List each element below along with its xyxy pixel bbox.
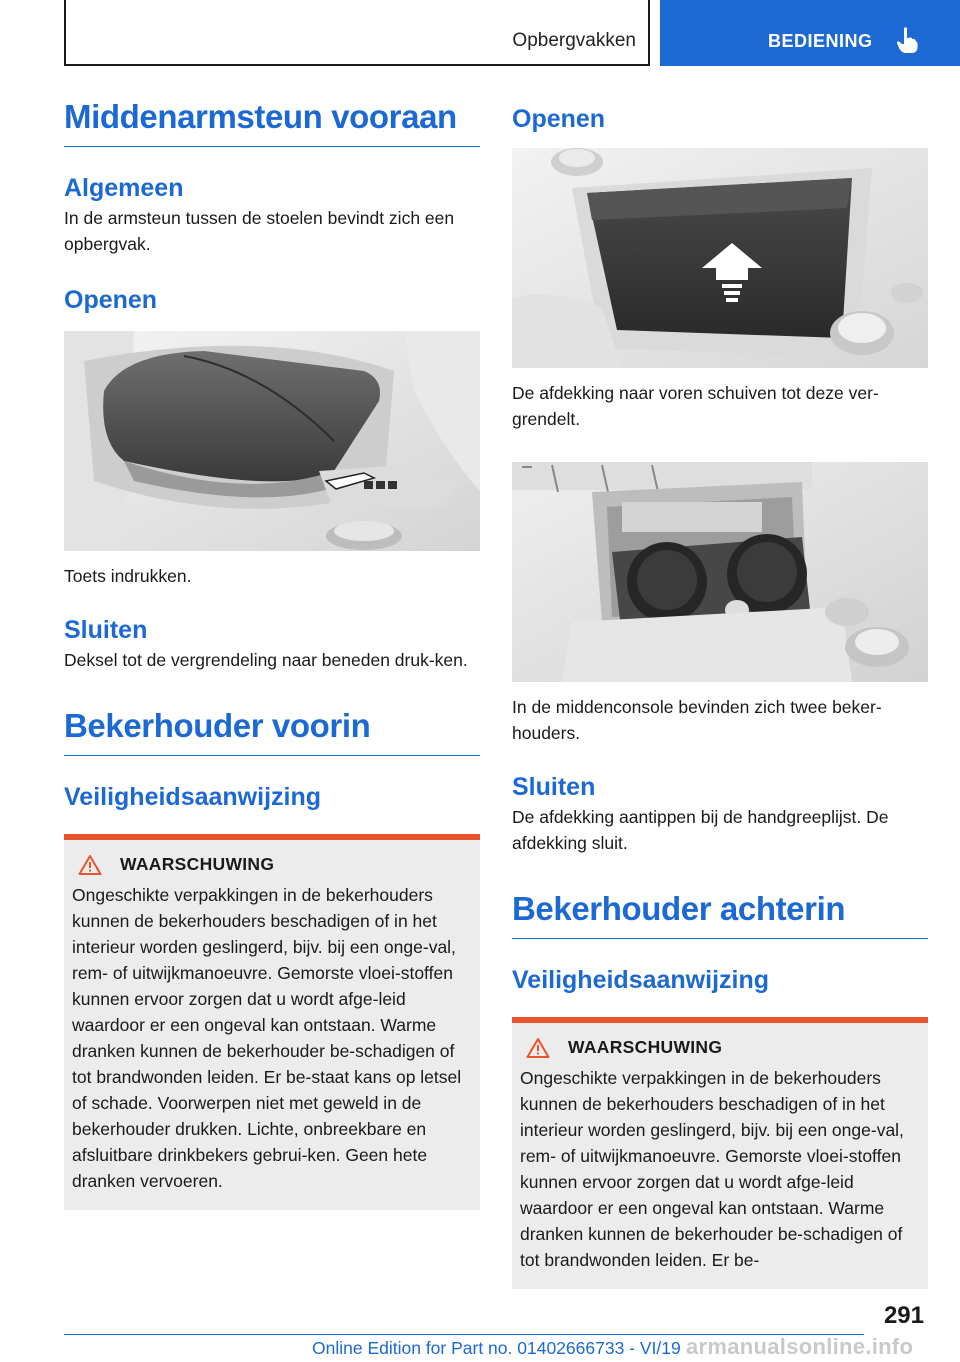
heading-safety-rear: Veiligheidsaanwijzing <box>512 965 770 994</box>
heading-open-cupholder: Openen <box>512 105 606 133</box>
console-cover-photo <box>512 148 928 368</box>
cupholders-photo <box>512 462 928 682</box>
warning-header <box>72 854 470 876</box>
left-column <box>64 98 480 1210</box>
section-label: Opbergvakken <box>512 30 636 51</box>
edition-text: Online Edition for Part no. 01402666733 - VI/19 <box>312 1338 681 1358</box>
warning-triangle-icon <box>526 1037 550 1059</box>
section-title-rear-cupholder: Bekerhouder achterin <box>512 890 928 939</box>
chapter-label: BEDIENING <box>768 31 873 51</box>
section-title-front-cupholder: Bekerhouder voorin <box>64 707 480 756</box>
heading-close-cupholder: Sluiten <box>512 773 596 801</box>
warning-box <box>64 834 480 1210</box>
page-header <box>0 0 960 66</box>
close-text: Deksel tot de vergrendeling naar beneden druk-ken. <box>64 649 468 670</box>
watermark: armanualsonline.info <box>686 1334 914 1359</box>
warning-box-rear <box>512 1017 928 1289</box>
heading-general: Algemeen <box>64 173 184 202</box>
section-title-armrest: Middenarmsteun vooraan <box>64 98 480 147</box>
page-number: 291 <box>883 1302 924 1329</box>
heading-close: Sluiten <box>64 615 148 644</box>
close-cupholder-text: De afdekking aantippen bij de handgreeplijst. De afdekking sluit. <box>512 807 889 853</box>
warning-triangle-icon <box>78 854 102 876</box>
armrest-photo <box>64 331 480 551</box>
page-footer <box>0 1300 960 1362</box>
section-tab <box>64 0 650 66</box>
warning-title: WAARSCHUWING <box>120 854 275 875</box>
heading-open: Openen <box>64 285 158 314</box>
chapter-tab <box>660 0 960 66</box>
hand-pointer-icon <box>896 26 918 54</box>
general-text: In de armsteun tussen de stoelen bevindt zich een opbergvak. <box>64 207 455 254</box>
caption-slide-cover: De afdekking naar voren schuiven tot deze ver-grendelt. <box>512 383 879 429</box>
warning-header-rear <box>520 1037 918 1059</box>
warning-text-rear: Ongeschikte verpakkingen in de bekerhouders kunnen de bekerhouders beschadigen of in het interieur worden geslingerd, bijv. bij een onge-val, rem- of uitwijkmanoeuvre. Gemorste vloei-stoffen kunnen ervoor zorgen dat u wordt afge-leid waardoor er een ongeval kan ontstaan. Warme dranken kunnen de bekerhouder be-schadigen of tot brandwonden leiden. Er be- <box>520 1067 904 1270</box>
open-caption: Toets indrukken. <box>64 565 192 586</box>
right-column <box>512 98 928 1289</box>
heading-safety: Veiligheidsaanwijzing <box>64 782 322 811</box>
caption-two-cupholders: In de middenconsole bevinden zich twee beker-houders. <box>512 697 882 743</box>
warning-text: Ongeschikte verpakkingen in de bekerhouders kunnen de bekerhouders beschadigen of in het interieur worden geslingerd, bijv. bij een onge-val, rem- of uitwijkmanoeuvre. Gemorste vloei-stoffen kunnen ervoor zorgen dat u wordt afge-leid waardoor er een ongeval kan ontstaan. Warme dranken kunnen de bekerhouder be-schadigen of tot brandwonden leiden. Er be-staat kans op letsel of schade. Voorwerpen niet met geweld in de bekerhouder drukken. Lichte, onbreekbare en afsluitbare drinkbekers gebrui-ken. Geen hete dranken vervoeren. <box>72 884 462 1191</box>
warning-title-rear: WAARSCHUWING <box>568 1037 723 1058</box>
